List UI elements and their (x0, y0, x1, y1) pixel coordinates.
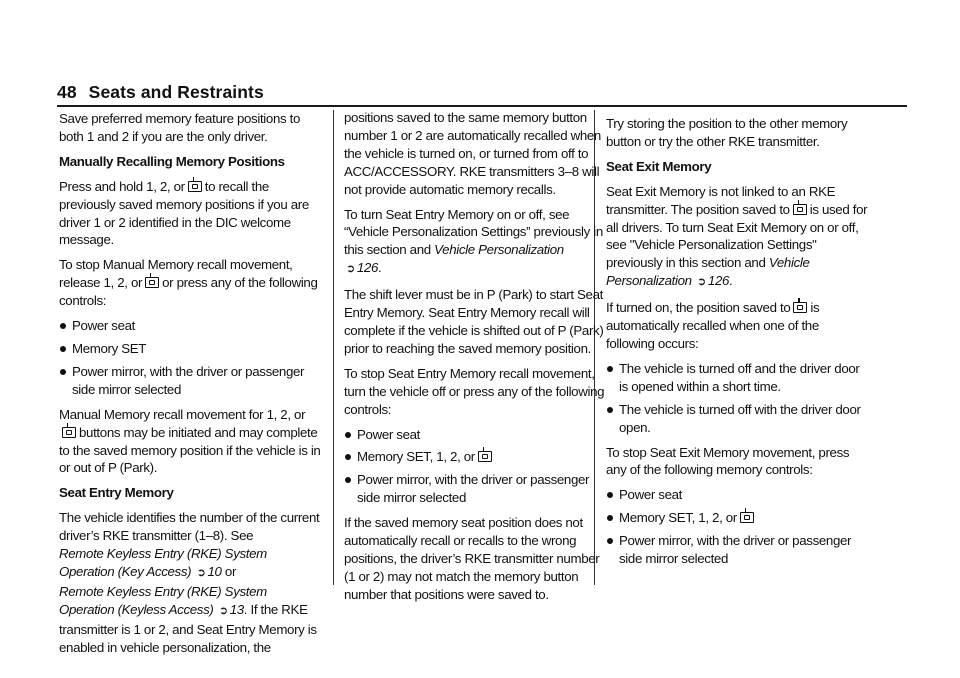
paragraph: The vehicle identifies the number of the current driver’s RKE transmitter (1–8). See Remote Keyless Entry (RKE) System Operation (Key Access) ➲ 10 or Remote Keyless Entry (RKE) System Operation (Keyless Access) ➲ 13. If the RKE transmitter is 1 or 2, and Seat Entry Memory is enabled in vehicle personalization, the (59, 510, 320, 655)
memory-b-button-icon (145, 277, 159, 288)
cross-reference-link[interactable]: Vehicle Personalization (606, 255, 810, 289)
list-item: Power mirror, with the driver or passenger side mirror selected (606, 532, 868, 568)
paragraph: To stop Manual Memory recall movement, release 1, 2, or or press any of the following controls: (59, 257, 318, 309)
memory-b-button-icon (793, 302, 807, 313)
subheading-seat-entry-memory: Seat Entry Memory (59, 485, 174, 501)
paragraph: Press and hold 1, 2, or to recall the previously saved memory positions if you are driver 1 or 2 identified in the DIC welcome message. (59, 178, 309, 248)
column-3 (606, 115, 868, 575)
cross-reference-link[interactable]: Remote Keyless Entry (RKE) System Operation (Keyless Access) (59, 583, 267, 617)
list-item: Power seat (59, 317, 321, 335)
paragraph: The shift lever must be in P (Park) to start Seat Entry Memory. Seat Entry Memory recall will complete if the vehicle is shifted out of P (Park) prior to reaching the saved memory position. (344, 287, 604, 356)
paragraph: Seat Exit Memory is not linked to an RKE transmitter. The position saved to is used for all drivers. To turn Seat Exit Memory on or off, see "Vehicle Personalization Settings" previously in this section and Vehicle Personalization ➲ 126. (606, 183, 868, 289)
cross-reference-link[interactable]: Vehicle Personalization (434, 242, 564, 258)
subheading-manual-recall: Manually Recalling Memory Positions (59, 153, 285, 169)
right-arrow-circle-icon: ➲ (218, 604, 228, 617)
page-reference[interactable]: 126 (356, 260, 379, 276)
paragraph: positions saved to the same memory button number 1 or 2 are automatically recalled when the vehicle is turned on, or turned from off to ACC/ACCESSORY. RKE transmitters 3–8 will not provide automatic memory recalls. (344, 110, 601, 197)
memory-b-button-icon (793, 204, 807, 215)
column-2 (344, 109, 606, 611)
paragraph: Save preferred memory feature positions to both 1 and 2 if you are the only driver. (59, 111, 301, 144)
list-item: Power mirror, with the driver or passenger side mirror selected (344, 471, 606, 507)
list-item: The vehicle is turned off and the driver door is opened within a short time. (606, 360, 868, 396)
list-item: Power mirror, with the driver or passenger side mirror selected (59, 363, 321, 399)
paragraph: Try storing the position to the other memory button or try the other RKE transmitter. (606, 116, 848, 149)
right-arrow-circle-icon: ➲ (697, 276, 706, 289)
list-item: Power seat (606, 486, 868, 504)
page-number: 48 (57, 82, 77, 102)
memory-b-button-icon (62, 427, 76, 438)
paragraph: Manual Memory recall movement for 1, 2, orbuttons may be initiated and may complete to the saved memory position if the vehicle is in or out of P (Park). (59, 406, 321, 476)
memory-b-button-icon (740, 512, 754, 523)
paragraph: To stop Seat Exit Memory movement, press any of the following memory controls: (606, 444, 850, 478)
page-reference[interactable]: 13 (229, 601, 244, 617)
conditions-list (606, 360, 868, 437)
column-divider (333, 110, 334, 585)
list-item: Memory SET, 1, 2, or (606, 509, 868, 527)
section-title: Seats and Restraints (88, 82, 264, 102)
controls-list (606, 486, 868, 568)
right-arrow-circle-icon: ➲ (346, 263, 355, 276)
list-item: Power seat (344, 426, 606, 444)
memory-b-button-icon (478, 451, 492, 462)
page-reference[interactable]: 126 (707, 273, 730, 289)
controls-list (59, 317, 321, 399)
controls-list (344, 426, 606, 508)
column-1 (59, 110, 321, 663)
page-reference[interactable]: 10 (207, 563, 222, 579)
list-item: The vehicle is turned off with the driver door open. (606, 401, 868, 437)
right-arrow-circle-icon: ➲ (196, 566, 206, 579)
list-item: Memory SET (59, 340, 321, 358)
cross-reference-link[interactable]: Remote Keyless Entry (RKE) System Operation (Key Access) (59, 546, 267, 579)
memory-b-button-icon (188, 181, 202, 192)
paragraph: To turn Seat Entry Memory on or off, see “Vehicle Personalization Settings” previously in this section and Vehicle Personalization ➲ 126. (344, 206, 603, 276)
header-rule (57, 105, 907, 107)
paragraph: If the saved memory seat position does not automatically recall or recalls to the wrong positions, the driver’s RKE transmitter number (1 or 2) may not match the memory button number that positions were saved to. (344, 515, 600, 602)
page-header (57, 82, 264, 103)
list-item: Memory SET, 1, 2, or (344, 448, 606, 466)
subheading-seat-exit-memory: Seat Exit Memory (606, 158, 712, 174)
paragraph: If turned on, the position saved to is automatically recalled when one of the following occurs: (606, 300, 820, 351)
paragraph: To stop Seat Entry Memory recall movement, turn the vehicle off or press any of the following controls: (344, 365, 605, 417)
